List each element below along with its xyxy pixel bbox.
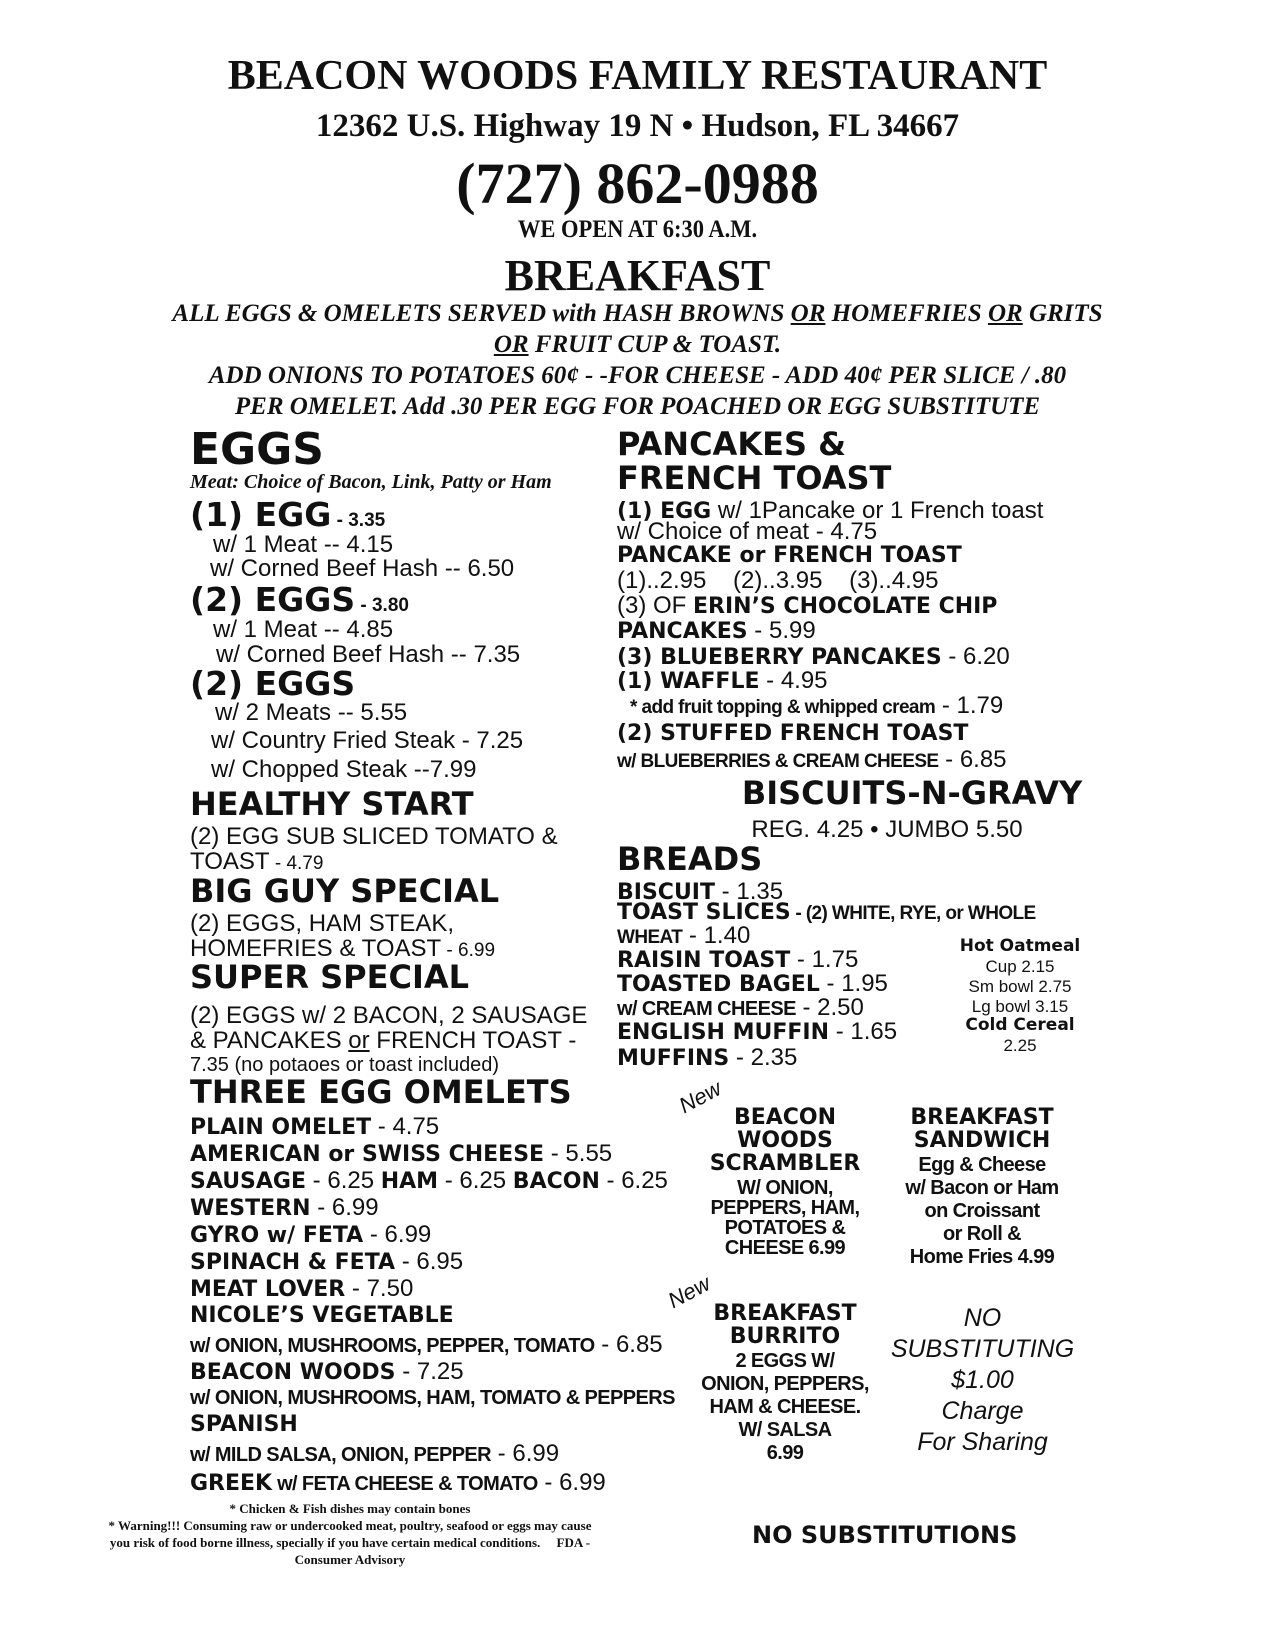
plain-omelet: PLAIN OMELET - 4.75 [190,1113,440,1140]
two-eggs-one-meat: w/ 1 Meat -- 4.85 [213,616,394,643]
one-egg-corned-beef: w/ Corned Beef Hash -- 6.50 [210,555,515,582]
bagel-cream-cheese: w/ CREAM CHEESE - 2.50 [617,994,864,1021]
oatmeal-sm-bowl: Sm bowl 2.75 [968,977,1072,996]
consumer-warning: * Warning!!! Consuming raw or undercooked meat, poultry, seafood or eggs may cause [108,1518,592,1533]
consumer-advisory: Consumer Advisory [294,1552,406,1567]
stuffed-french-toast-desc: w/ BLUEBERRIES & CREAM CHEESE - 6.85 [617,746,1007,773]
cheese-omelet: AMERICAN or SWISS CHEESE - 5.55 [190,1140,613,1167]
spanish-omelet: SPANISH [190,1412,298,1437]
restaurant-name: BEACON WOODS FAMILY RESTAURANT [227,53,1048,99]
super-special-desc-2: & PANCAKES or FRENCH TOAST - [190,1027,577,1054]
chocolate-chip-price: PANCAKES - 5.99 [617,617,816,644]
breakfast-sandwich-title: BREAKFAST SANDWICH [910,1105,1054,1153]
nicole-omelet-desc: w/ ONION, MUSHROOMS, PEPPER, TOMATO - 6.85 [190,1331,663,1358]
french-toast-title: FRENCH TOAST [617,459,892,497]
opening-hours: WE OPEN AT 6:30 A.M. [517,216,758,243]
big-guy-title: BIG GUY SPECIAL [190,872,500,910]
stuffed-french-toast: (2) STUFFED FRENCH TOAST [617,721,969,746]
egg-pancake-combo: (1) EGG w/ 1Pancake or 1 French toast [617,497,1044,524]
cold-cereal-price: 2.25 [1003,1036,1037,1055]
consumer-warning-2: you risk of food borne illness, specially if you have certain medical conditions. FDA - [109,1535,591,1550]
scrambler-title: BEACON WOODS SCRAMBLER [709,1105,861,1176]
chopped-steak: w/ Chopped Steak --7.99 [211,756,477,783]
new-badge-scrambler: New [674,1075,726,1119]
meat-omelets: SAUSAGE - 6.25 HAM - 6.25 BACON - 6.25 [190,1167,668,1194]
super-special-price: 7.35 (no potaoes or toast included) [190,1054,500,1076]
country-fried-steak: w/ Country Fried Steak - 7.25 [211,727,524,754]
section-title: BREAKFAST [504,251,771,300]
toast-slices-price: WHEAT - 1.40 [617,922,751,949]
no-substituting-note: NO SUBSTITUTING $1.00 Charge For Sharing [890,1304,1075,1456]
super-special-desc: (2) EGGS w/ 2 BACON, 2 SAUSAGE [190,1002,588,1029]
one-egg-one-meat: w/ 1 Meat -- 4.15 [213,531,394,558]
beacon-woods-omelet: BEACON WOODS - 7.25 [190,1358,464,1385]
greek-omelet: GREEK w/ FETA CHEESE & TOMATO - 6.99 [190,1469,606,1496]
beacon-woods-desc: w/ ONION, MUSHROOMS, HAM, TOMATO & PEPPERS [190,1387,675,1409]
healthy-start-title: HEALTHY START [190,785,474,823]
western-omelet: WESTERN - 6.99 [190,1194,379,1221]
pancakes-title: PANCAKES & [617,425,847,463]
big-guy-desc: (2) EGGS, HAM STEAK, [190,910,455,937]
meat-choice-note: Meat: Choice of Bacon, Link, Patty or Ham [190,471,552,493]
breakfast-sandwich-desc: Egg & Cheese w/ Bacon or Ham on Croissant or Roll & Home Fries 4.99 [905,1154,1059,1268]
waffle: (1) WAFFLE - 4.95 [617,667,828,694]
two-meats: w/ 2 Meats -- 5.55 [215,699,408,726]
scrambler-desc: W/ ONION, PEPPERS, HAM, POTATOES & CHEESE 6.99 [710,1177,860,1259]
chocolate-chip-pancakes: (3) OF ERIN’S CHOCOLATE CHIP [617,592,998,619]
spinach-omelet: SPINACH & FETA - 6.95 [190,1248,464,1275]
super-special-title: SUPER SPECIAL [190,958,470,996]
healthy-start-price: TOAST - 4.79 [190,848,324,875]
toasted-bagel: TOASTED BAGEL - 1.95 [617,970,888,997]
english-muffin: ENGLISH MUFFIN - 1.65 [617,1018,898,1045]
bones-warning: * Chicken & Fish dishes may contain bones [229,1501,471,1516]
raisin-toast: RAISIN TOAST - 1.75 [617,946,859,973]
blueberry-pancakes: (3) BLUEBERRY PANCAKES - 6.20 [617,643,1010,670]
new-badge-burrito: New [663,1270,715,1314]
biscuits-gravy-prices: REG. 4.25 • JUMBO 5.50 [751,816,1023,843]
served-with-note-2: OR FRUIT CUP & TOAST. [493,331,782,358]
oatmeal-cup: Cup 2.15 [985,957,1055,976]
omelets-title: THREE EGG OMELETS [190,1073,572,1111]
biscuit: BISCUIT - 1.35 [617,878,784,905]
no-substitutions: NO SUBSTITUTIONS [752,1521,1018,1549]
one-egg: (1) EGG - 3.35 [190,495,386,534]
phone-number: (727) 862-0988 [456,151,819,216]
breads-title: BREADS [617,840,763,878]
gyro-omelet: GYRO w/ FETA - 6.99 [190,1221,432,1248]
two-eggs: (2) EGGS - 3.80 [190,580,409,619]
big-guy-price: HOMEFRIES & TOAST - 6.99 [190,935,496,962]
burrito-desc: 2 EGGS W/ ONION, PEPPERS, HAM & CHEESE. W/ SALSA 6.99 [701,1350,869,1464]
oatmeal-lg-bowl: Lg bowl 3.15 [971,997,1069,1016]
address: 12362 U.S. Highway 19 N • Hudson, FL 34667 [315,108,960,144]
fruit-topping: * add fruit topping & whipped cream - 1.79 [630,692,1004,719]
meat-lover-omelet: MEAT LOVER - 7.50 [190,1275,414,1302]
pancake-prices: (1)..2.95 (2)..3.95 (3)..4.95 [617,567,939,594]
eggs-title: EGGS [190,424,324,475]
two-eggs-corned-beef: w/ Corned Beef Hash -- 7.35 [216,641,521,668]
toast-slices: TOAST SLICES - (2) WHITE, RYE, or WHOLE [617,900,1036,925]
muffins: MUFFINS - 2.35 [617,1044,798,1071]
burrito-title: BREAKFAST BURRITO [713,1301,857,1349]
cold-cereal-title: Cold Cereal [965,1015,1075,1035]
add-ons-note: ADD ONIONS TO POTATOES 60¢ - -FOR CHEESE - ADD 40¢ PER SLICE / .80 [208,362,1067,389]
nicole-omelet: NICOLE’S VEGETABLE [190,1303,454,1328]
egg-pancake-combo-2: w/ Choice of meat - 4.75 [617,518,878,545]
pancake-french-toast: PANCAKE or FRENCH TOAST [617,543,962,568]
served-with-note: ALL EGGS & OMELETS SERVED with HASH BROWNS OR HOMEFRIES OR GRITS [172,300,1103,327]
hot-oatmeal-title: Hot Oatmeal [959,936,1081,956]
biscuits-gravy-title: BISCUITS-N-GRAVY [741,774,1083,812]
healthy-start-desc: (2) EGG SUB SLICED TOMATO & [190,823,558,850]
add-ons-note-2: PER OMELET. Add .30 PER EGG FOR POACHED OR EGG SUBSTITUTE [234,393,1041,420]
spanish-omelet-desc: w/ MILD SALSA, ONION, PEPPER - 6.99 [190,1440,560,1467]
two-eggs-meats: (2) EGGS [190,664,356,703]
